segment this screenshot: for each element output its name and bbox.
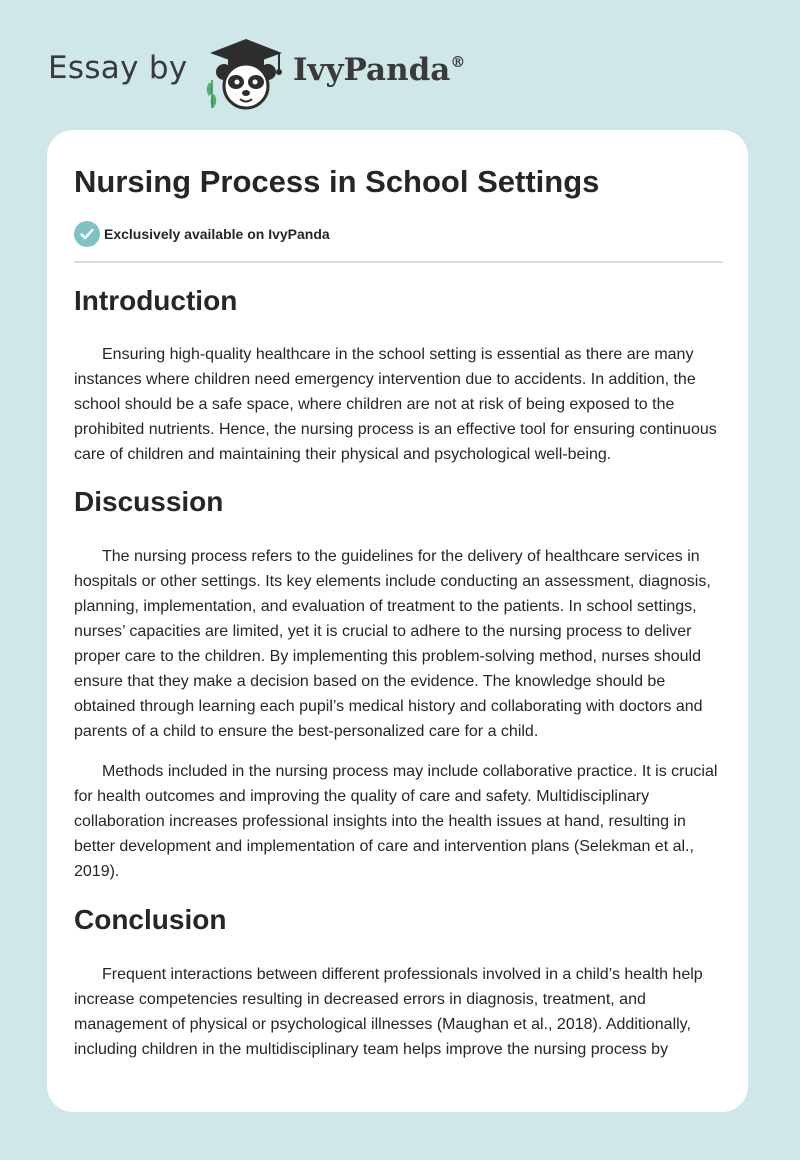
essay-body <box>74 280 726 1062</box>
essay-by-label: Essay by <box>48 50 188 86</box>
check-circle-icon <box>74 221 100 247</box>
essay-card <box>47 130 748 1112</box>
paragraph: The nursing process refers to the guidelines for the delivery of healthcare services in hospitals or other settings. Its key elements include conducting an assessment, diagnosis, planning, implementation, and evaluation of treatment to the patients. In school settings, nurses’ capacities are limited, yet it is crucial to adhere to the nursing process to deliver proper care to the children. By implementing this problem-solving method, nurses should ensure that they make a decision based on the evidence. The knowledge should be obtained through learning each pupil’s medical history and collaborating with doctors and parents of a child to ensure the best-personalized care for a child. <box>74 548 711 740</box>
section-heading-conclusion: Conclusion <box>74 904 227 935</box>
section-heading-discussion: Discussion <box>74 486 224 517</box>
divider <box>74 261 723 263</box>
registered-mark: ® <box>450 52 466 71</box>
ivypanda-logo-icon[interactable] <box>200 36 292 110</box>
site-header <box>0 0 800 130</box>
section-heading-introduction: Introduction <box>74 285 238 316</box>
exclusive-badge <box>74 221 330 247</box>
essay-title: Nursing Process in School Settings <box>74 164 600 199</box>
paragraph: Methods included in the nursing process may include collaborative practice. It is crucial for health outcomes and improving the quality of care and safety. Multidisciplinary collaboration increases professional insights into the health issues at hand, resulting in better development and implementation of care and intervention plans (Selekman et al., 2019). <box>74 763 718 880</box>
paragraph: Frequent interactions between different professionals involved in a child’s health help increase competencies resulting in decreased errors in diagnosis, treatment, and management of physical or psychological illnesses (Maughan et al., 2018). Additionally, including children in the multidisciplinary team helps improve the nursing process by <box>74 966 703 1058</box>
paragraph: Ensuring high-quality healthcare in the school setting is essential as there are many instances where children need emergency intervention due to accidents. In addition, the school should be a safe space, where children are not at risk of being exposed to the prohibited nutrients. Hence, the nursing process is an effective tool for ensuring continuous care of children and maintaining their physical and psychological well-being. <box>74 346 717 463</box>
exclusive-badge-label: Exclusively available on IvyPanda <box>104 226 330 242</box>
ivypanda-brand[interactable] <box>293 52 465 88</box>
brand-name: IvyPanda <box>293 52 451 88</box>
